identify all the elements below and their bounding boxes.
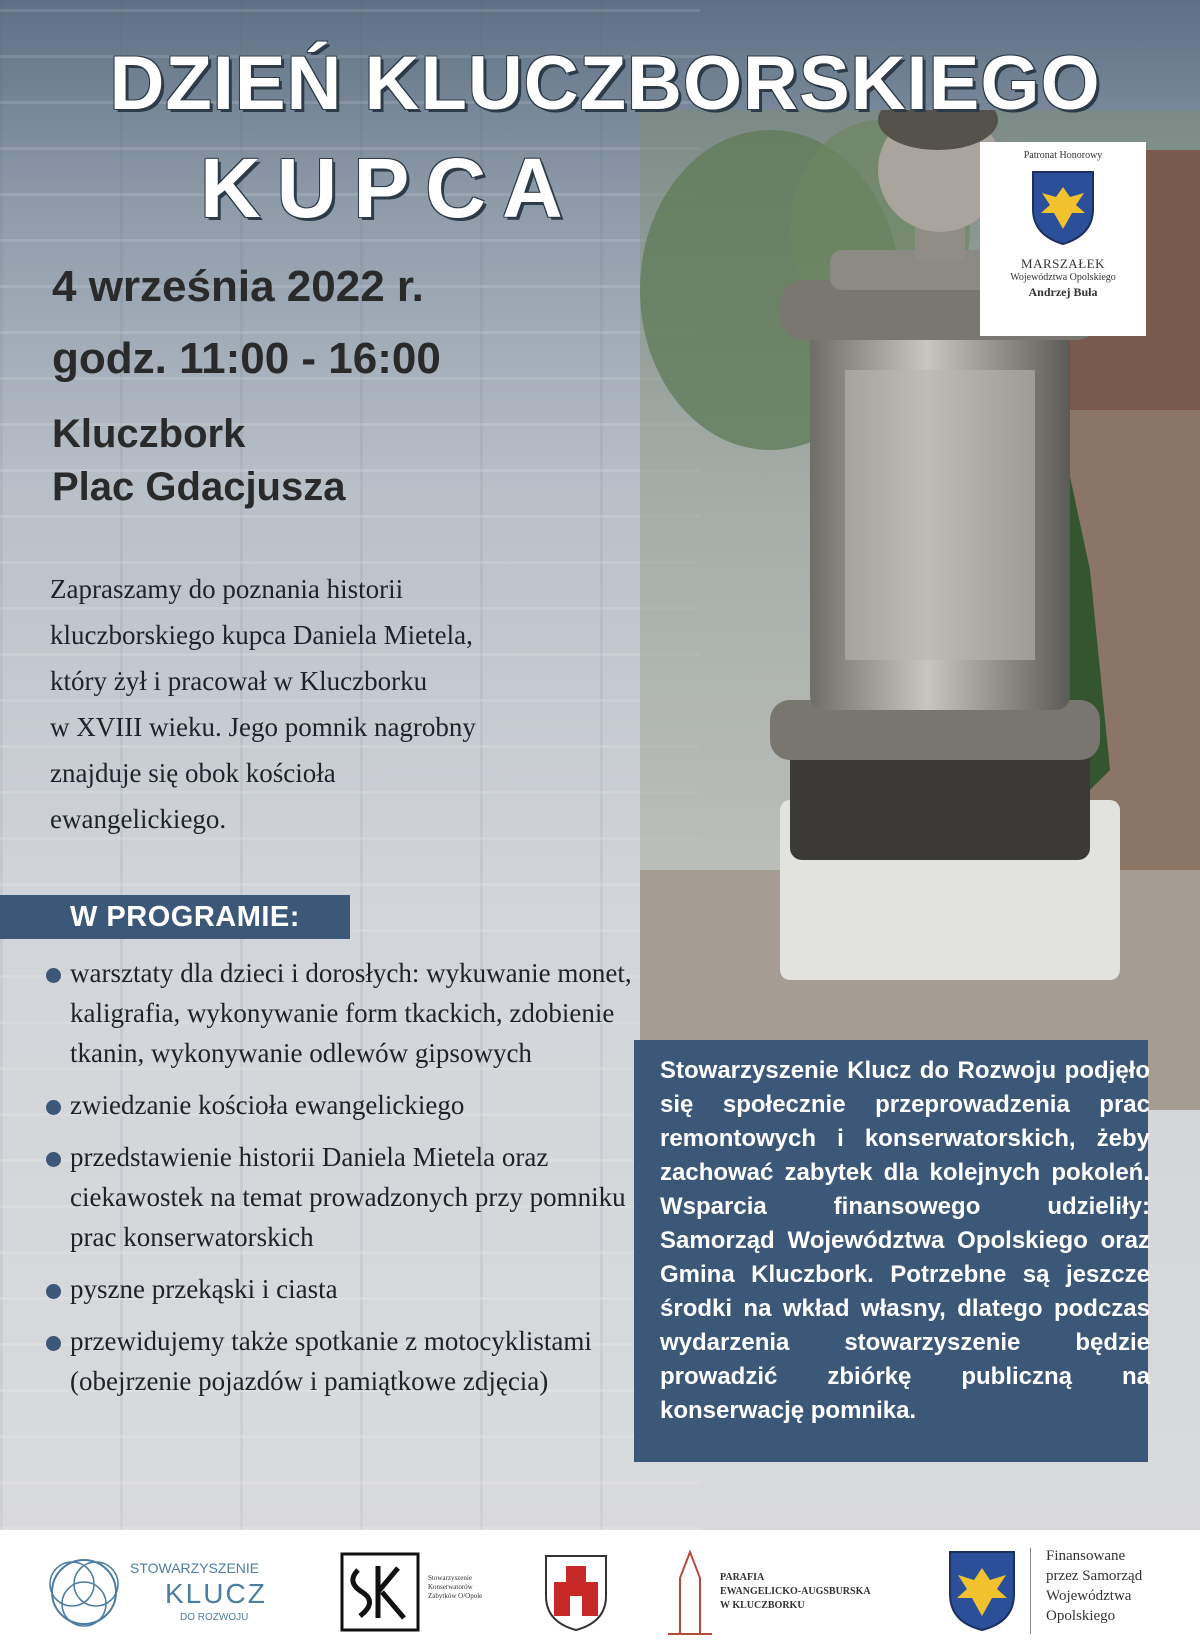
bullet-icon xyxy=(46,1100,61,1115)
bullet-icon xyxy=(46,1284,61,1299)
intro-line: ewangelickiego. xyxy=(50,804,227,834)
funded-line2: przez Samorząd xyxy=(1046,1568,1143,1584)
event-city: Kluczbork xyxy=(52,412,246,456)
parish-church-icon xyxy=(664,1548,716,1638)
patronage-badge xyxy=(980,142,1146,336)
funded-line1: Finansowane xyxy=(1046,1548,1126,1564)
event-hours: godz. 11:00 - 16:00 xyxy=(52,334,441,383)
assoc-name-line1: STOWARZYSZENIE xyxy=(130,1560,260,1576)
bullet-icon xyxy=(46,968,61,983)
intro-line: Zapraszamy do poznania historii xyxy=(50,574,404,604)
assoc-name-line2: KLUCZ xyxy=(165,1578,267,1609)
parish-line1: PARAFIA xyxy=(720,1572,765,1583)
footer-divider xyxy=(1030,1548,1031,1634)
skz-logo-icon xyxy=(340,1552,420,1632)
bullet-icon xyxy=(46,1152,61,1167)
parish-line3: W KLUCZBORKU xyxy=(720,1600,805,1611)
patronage-name: Andrzej Buła xyxy=(1028,285,1098,299)
program-item xyxy=(46,1137,636,1257)
program-item-text: przedstawienie historii Daniela Mietela oraz ciekawostek na temat prowadzonych przy pomniku prac konserwatorskich xyxy=(70,1142,626,1252)
program-item xyxy=(46,1085,636,1125)
opole-coat-of-arms-icon xyxy=(1030,169,1096,247)
program-item xyxy=(46,1321,636,1401)
bullet-icon xyxy=(46,1336,61,1351)
assoc-name-line3: DO ROZWOJU xyxy=(180,1612,249,1623)
event-date: 4 września 2022 r. xyxy=(52,262,424,311)
klucz-do-rozwoju-logo-icon xyxy=(38,1546,130,1638)
program-list xyxy=(46,953,636,1413)
skz-name: Stowarzyszenie Konserwatorów Zabytków O/Opole xyxy=(428,1574,483,1600)
kluczbork-coat-of-arms-icon xyxy=(542,1552,610,1634)
info-box-text: Stowarzyszenie Klucz do Rozwoju podjęło się społecznie przeprowadzenia prac remontowych i konserwatorskich, żeby zachować zabytek dla kolejnych pokoleń. Wsparcia finansowego udzieliły: Samorząd Województwa Opolskiego oraz Gmina Kluczbork. Potrzebne są jeszcze środki na wkład własny, dlatego podczas wydarzenia stowarzyszenie będzie prowadzić zbiórkę publiczną na konserwację pomnika. xyxy=(660,1057,1150,1424)
program-item xyxy=(46,1269,636,1309)
opole-voivodeship-coat-of-arms-icon xyxy=(946,1548,1018,1634)
event-venue: Plac Gdacjusza xyxy=(52,465,346,509)
program-item-text: zwiedzanie kościoła ewangelickiego xyxy=(70,1090,465,1120)
patronage-title: MARSZAŁEK xyxy=(1021,256,1105,271)
title-line-1: DZIEŃ KLUCZBORSKIEGO xyxy=(109,41,1101,126)
program-item xyxy=(46,953,636,1073)
intro-line: który żył i pracował w Kluczborku xyxy=(50,666,428,696)
title-line-2: KUPCA xyxy=(200,141,579,235)
intro-line: znajduje się obok kościoła xyxy=(50,758,336,788)
parish-line2: EWANGELICKO-AUGSBURSKA xyxy=(720,1586,871,1597)
funded-line3: Województwa xyxy=(1046,1588,1132,1604)
intro-paragraph xyxy=(50,566,570,842)
funded-line4: Opolskiego xyxy=(1046,1608,1116,1624)
program-item-text: przewidujemy także spotkanie z motocyklistami (obejrzenie pojazdów i pamiątkowe zdjęcia) xyxy=(70,1326,592,1396)
intro-line: kluczborskiego kupca Daniela Mietela, xyxy=(50,620,473,650)
program-title: W PROGRAMIE: xyxy=(70,901,300,933)
patronage-subtitle: Województwa Opolskiego xyxy=(1010,272,1116,283)
patronage-label: Patronat Honorowy xyxy=(1023,150,1103,161)
program-item-text: pyszne przekąski i ciasta xyxy=(70,1274,338,1304)
intro-line: w XVIII wieku. Jego pomnik nagrobny xyxy=(50,712,476,742)
footer-logos xyxy=(0,1530,1200,1650)
program-item-text: warsztaty dla dzieci i dorosłych: wykuwanie monet, kaligrafia, wykonywanie form tkackich, zdobienie tkanin, wykonywanie odlewów gipsowych xyxy=(70,958,632,1068)
